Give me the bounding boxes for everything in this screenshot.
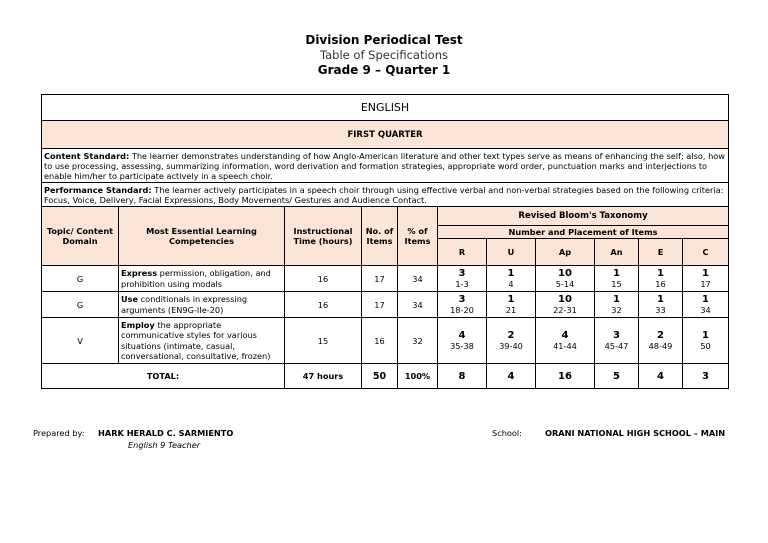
content-standard-label: Content Standard:	[44, 150, 130, 161]
cell-r: 3 1-3	[438, 266, 487, 292]
level-c: C	[683, 239, 729, 266]
cell-u: 1 4	[487, 266, 536, 292]
table-row	[42, 318, 729, 364]
row-percent: 32	[398, 318, 438, 364]
table-row	[42, 266, 729, 292]
quarter-cell: FIRST QUARTER	[42, 121, 729, 149]
row-percent: 34	[398, 292, 438, 318]
performance-standard	[42, 183, 729, 207]
total-time: 47 hours	[285, 364, 362, 389]
performance-standard-label: Performance Standard:	[44, 184, 152, 195]
total-u: 4	[487, 364, 536, 389]
header-competencies: Most Essential Learning Competencies	[119, 207, 285, 266]
level-an: An	[595, 239, 639, 266]
level-u: U	[487, 239, 536, 266]
total-e: 4	[639, 364, 683, 389]
table-row	[42, 292, 729, 318]
row-time: 15	[285, 318, 362, 364]
school-info	[492, 428, 725, 438]
school-label: School:	[492, 428, 522, 438]
cell-u: 2 39-40	[487, 318, 536, 364]
performance-standard-text: The learner actively participates in a speech choir through using effective verbal and non-verbal strategies based on the following criteria: Focus, Voice, Delivery, Facial Expressions, Body Movements/ Gestures and Audience Contact.	[44, 184, 724, 205]
header-blooms: Revised Bloom's Taxonomy	[438, 207, 729, 226]
row-percent: 34	[398, 266, 438, 292]
cell-e: 1 33	[639, 292, 683, 318]
content-standard-text: The learner demonstrates understanding of how Anglo-American literature and other text types serve as means of enhancing the self; also, how to use processing, assessing, summarizing information, word derivation and formation strategies, appropriate word order, punctuation marks and interjections to enable him/her to participate actively in a speech choir.	[44, 150, 725, 181]
content-standard	[42, 149, 729, 183]
row-items: 17	[362, 266, 398, 292]
cell-ap: 10 5-14	[536, 266, 595, 292]
total-r: 8	[438, 364, 487, 389]
header-time: Instructional Time (hours)	[285, 207, 362, 266]
grade-quarter: Grade 9 – Quarter 1	[317, 63, 451, 77]
cell-e: 2 48-49	[639, 318, 683, 364]
preparer-role: English 9 Teacher	[128, 440, 201, 450]
row-competency: Use conditionals in expressing arguments (EN9G-IIe-20)	[119, 292, 285, 318]
cell-ap: 10 22-31	[536, 292, 595, 318]
header-percent: % of Items	[398, 207, 438, 266]
row-items: 17	[362, 292, 398, 318]
total-ap: 16	[536, 364, 595, 389]
cell-ap: 4 41-44	[536, 318, 595, 364]
specifications-table	[41, 94, 729, 389]
school-name: ORANI NATIONAL HIGH SCHOOL – MAIN	[545, 428, 726, 438]
cell-r: 4 35-38	[438, 318, 487, 364]
row-competency: Express permission, obligation, and prohibition using modals	[119, 266, 285, 292]
prepared-label: Prepared by:	[33, 428, 85, 438]
total-label: TOTAL:	[42, 364, 285, 389]
row-competency: Employ the appropriate communicative styles for various situations (intimate, casual, conversational, consultative, frozen)	[119, 318, 285, 364]
total-percent: 100%	[398, 364, 438, 389]
cell-c: 1 17	[683, 266, 729, 292]
total-an: 5	[595, 364, 639, 389]
level-r: R	[438, 239, 487, 266]
header-items: No. of Items	[362, 207, 398, 266]
row-domain: G	[42, 292, 119, 318]
row-domain: G	[42, 266, 119, 292]
row-domain: V	[42, 318, 119, 364]
cell-r: 3 18-20	[438, 292, 487, 318]
level-e: E	[639, 239, 683, 266]
document-title: Division Periodical Test	[305, 33, 463, 47]
level-ap: Ap	[536, 239, 595, 266]
cell-an: 1 32	[595, 292, 639, 318]
row-items: 16	[362, 318, 398, 364]
prepared-by	[33, 428, 233, 438]
header-topic: Topic/ Content Domain	[42, 207, 119, 266]
cell-e: 1 16	[639, 266, 683, 292]
total-items: 50	[362, 364, 398, 389]
document-subtitle: Table of Specifications	[320, 48, 448, 62]
document-header	[0, 33, 768, 78]
total-c: 3	[683, 364, 729, 389]
total-row	[42, 364, 729, 389]
header-blooms-sub: Number and Placement of Items	[438, 226, 729, 239]
subject-cell: ENGLISH	[42, 95, 729, 121]
cell-u: 1 21	[487, 292, 536, 318]
cell-c: 1 34	[683, 292, 729, 318]
preparer-name: HARK HERALD C. SARMIENTO	[98, 428, 234, 438]
cell-an: 1 15	[595, 266, 639, 292]
cell-an: 3 45-47	[595, 318, 639, 364]
cell-c: 1 50	[683, 318, 729, 364]
row-time: 16	[285, 266, 362, 292]
row-time: 16	[285, 292, 362, 318]
